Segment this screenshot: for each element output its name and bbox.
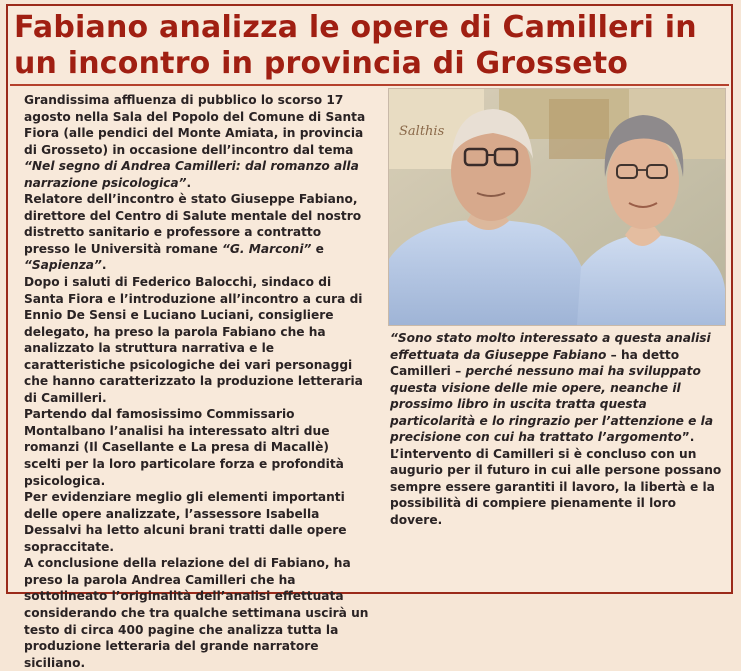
paragraph-conclusion [24,555,369,671]
speaker-text: Relatore dell’incontro è stato Giuseppe Fabiano, direttore del Centro di Salute mentale del nostro distretto sanitario e professore a contratto presso le Università romane [24,192,362,256]
article-photo [388,88,726,326]
quote-attribution: – ha detto Camilleri – [390,347,680,379]
university-marconi: “G. Marconi” [222,241,312,256]
conclusion-text: A conclusione della relazione del di Fabiano, ha preso la parola Andrea Camilleri che ha sottolineato l’originalità dell’analisi effettuata considerando che tra qualche settimana uscirà un testo di circa 400 pagine che analizza tutta la produzione letteraria del grande narratore siciliano. [24,556,369,670]
intro-end: . [186,175,192,190]
quote-part-2: perché nessuno mai ha sviluppato questa visione delle mie opere, neanche il prossimo libro in uscita tratta questa particolarità e lo ringrazio per l’attenzione e la precisione con cui ha trattato l’argomento [390,364,714,445]
photo-illustration [389,89,725,325]
paragraph-speaker [24,191,369,274]
paragraph-greetings: Dopo i saluti di Federico Balocchi, sindaco di Santa Fiora e l’introduzione all’incontro a cura di Ennio De Sensi e Luciano Luciani, consigliere delegato, ha preso la parola Fabiano che ha analizzato la struttura narrativa e le caratteristiche psicologiche dei vari personaggi che hanno caratterizzato la produzione letteraria di Camilleri. [24,275,363,405]
quote-end: ”. [681,430,695,445]
paragraph-intro [24,92,369,191]
poster-sign: Salthis [399,124,445,139]
university-sapienza: “Sapienza” [24,258,102,273]
quote-part-1: “Sono stato molto interessato a questa analisi effettuata da Giuseppe Fabiano [390,331,711,362]
paragraph-quote [390,330,728,446]
speaker-end: . [101,258,107,273]
intro-text: Grandissima affluenza di pubblico lo scorso 17 agosto nella Sala del Popolo del Comune di Santa Fiora (alle pendici del Monte Amiata, in provincia di Grosseto) in occasione dell’incontro dal tema [24,93,366,157]
article-body-left-column [24,92,369,671]
speaker-and: e [311,241,324,256]
article-headline: Fabiano analizza le opere di Camilleri in un incontro in provincia di Grosseto [14,10,697,81]
paragraph-final: L’intervento di Camilleri si è concluso con un augurio per il futuro in cui alle persone possano sempre essere garantiti il lavoro, la libertà e la possibilità di compiere pienamente il loro dovere. [390,446,722,528]
headline-divider [10,84,729,86]
article-body-right-column [390,330,728,529]
paragraph-readings: Per evidenziare meglio gli elementi importanti delle opere analizzate, l’assessore Isabella Dessalvi ha letto alcuni brani tratti dalle opere sopraccitate. [24,490,347,554]
paragraph-montalbano: Partendo dal famosissimo Commissario Montalbano l’analisi ha interessato altri due romanzi (Il Casellante e La presa di Macallè) scelti per la loro particolare forza e profondità psicologica. [24,407,344,488]
event-theme: “Nel segno di Andrea Camilleri: dal romanzo alla narrazione psicologica” [24,159,359,190]
